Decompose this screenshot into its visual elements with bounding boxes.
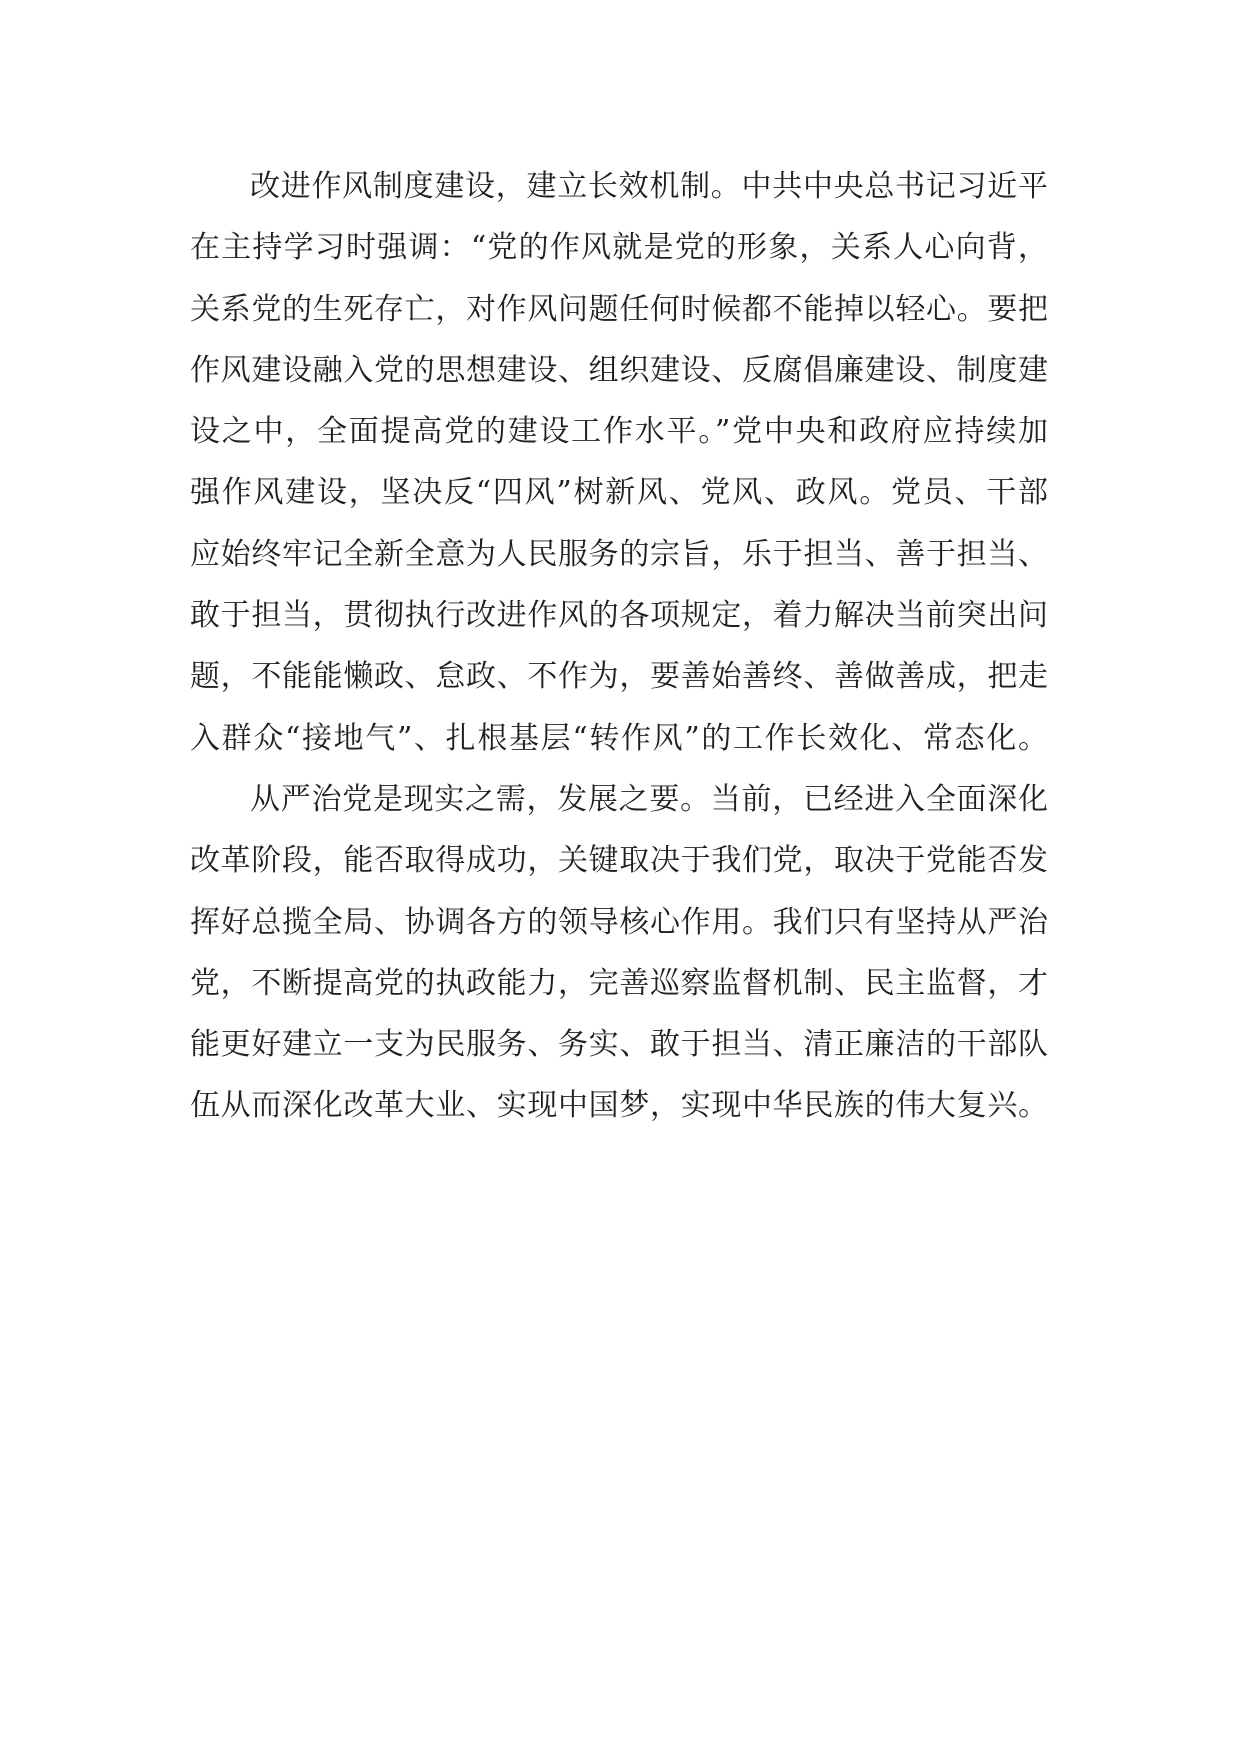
text-line: 在主持学习时强调：“党的作风就是党的形象，关系人心向背， <box>190 230 1048 266</box>
text-line: 党，不断提高党的执政能力，完善巡察监督机制、民主监督，才 <box>190 965 1048 1001</box>
text-line: 题，不能能懒政、怠政、不作为，要善始善终、善做善成，把走 <box>190 659 1048 695</box>
text-line: 关系党的生死存亡，对作风问题任何时候都不能掉以轻心。要把 <box>190 291 1048 327</box>
text-line: 挥好总揽全局、协调各方的领导核心作用。我们只有坚持从严治 <box>190 904 1048 940</box>
text-line: 从严治党是现实之需，发展之要。当前，已经进入全面深化 <box>250 781 1048 817</box>
document-body <box>190 156 1048 1137</box>
text-line: 作风建设融入党的思想建设、组织建设、反腐倡廉建设、制度建 <box>190 352 1048 388</box>
text-line: 伍从而深化改革大业、实现中国梦，实现中华民族的伟大复兴。 <box>190 1088 1048 1124</box>
text-line: 改进作风制度建设，建立长效机制。中共中央总书记习近平 <box>250 169 1048 204</box>
text-line: 敢于担当，贯彻执行改进作风的各项规定，着力解决当前突出问 <box>190 598 1048 634</box>
text-line: 设之中，全面提高党的建设工作水平。”党中央和政府应持续加 <box>190 414 1048 450</box>
text-line: 能更好建立一支为民服务、务实、敢于担当、清正廉洁的干部队 <box>190 1027 1048 1063</box>
text-line: 改革阶段，能否取得成功，关键取决于我们党，取决于党能否发 <box>190 843 1048 879</box>
text-line: 入群众“接地气”、扎根基层“转作风”的工作长效化、常态化。 <box>190 720 1048 756</box>
text-line: 应始终牢记全新全意为人民服务的宗旨，乐于担当、善于担当、 <box>190 536 1048 572</box>
paragraph-work-style <box>190 156 1048 769</box>
paragraph-strict-governance <box>190 769 1048 1137</box>
text-line: 强作风建设，坚决反“四风”树新风、党风、政风。党员、干部 <box>190 475 1048 511</box>
